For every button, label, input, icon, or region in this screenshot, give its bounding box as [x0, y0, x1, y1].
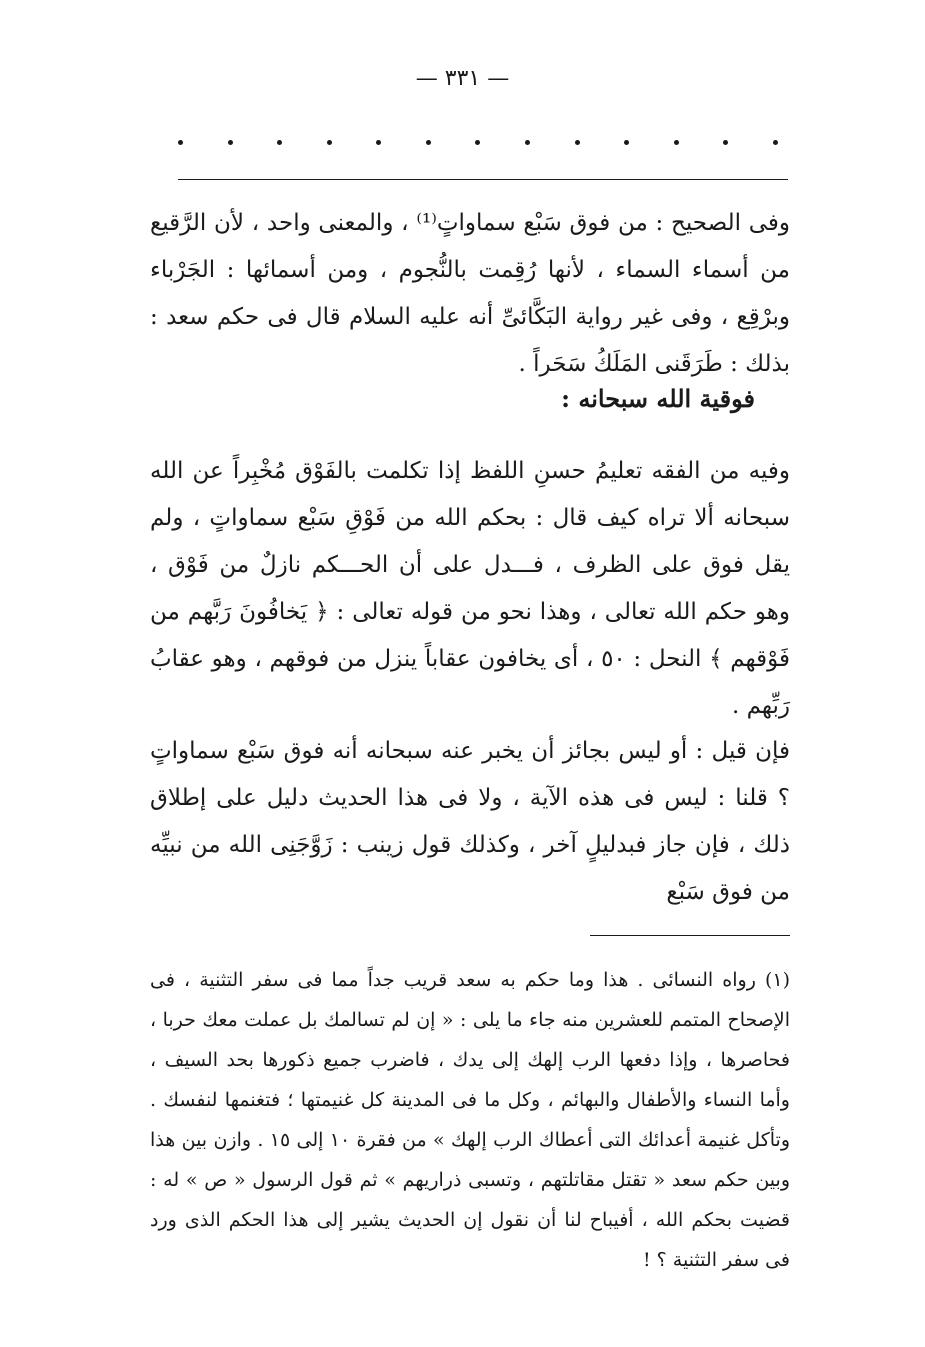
ornament-dot	[228, 140, 233, 145]
ornament-dot	[426, 140, 431, 145]
ornament-dot	[674, 140, 679, 145]
ornament-dot	[624, 140, 629, 145]
ornament-dot	[327, 140, 332, 145]
footnote: (١) رواه النسائى . هذا وما حكم به سعد قريب جداً مما فى سفر التثنية ، فى الإصحاح المتمم للعشرين منه جاء ما يلى : « إن لم تسالمك بل عملت معك حربا ، فحاصرها ، وإذا دفعها الرب إلهك إلى يدك ، فاضرب جميع ذكورها بحد السيف ، وأما النساء والأطفال والبهائم ، وكل ما فى المدينة كل غنيمتها ؛ فتغنمها لنفسك . وتأكل غنيمة أعدائك التى أعطاك الرب إلهك » من فقرة ١٠ إلى ١٥ . وازن بين هذا وبين حكم سعد « تقتل مقاتلتهم ، وتسبى ذراريهم » ثم قول الرسول « ص » له : قضيت بحكم الله ، أفيباح لنا أن نقول إن الحديث يشير إلى هذا الحكم الذى ورد فى سفر التثنية ؟ !	[150, 969, 790, 1271]
paragraph-1: وفى الصحيح : من فوق سَبْع سماواتٍ⁽¹⁾ ، والمعنى واحد ، لأن الرَّقيع من أسماء السماء ، لأنها رُقِمت بالنُّجوم ، ومن أسمائها : الجَرْباء وبرْقِع ، وفى غير رواية البَكَّائىِّ أنه عليه السلام قال فى حكم سعد : بذلك : طَرَقَنى المَلَكُ سَحَراً .	[150, 210, 790, 377]
paragraph-2: وفيه من الفقه تعليمُ حسنِ اللفظ إذا تكلمت بالفَوْق مُخْبِراً عن الله سبحانه ألا تراه كيف قال : بحكم الله من فَوْقِ سَبْع سماواتٍ ، ولم يقل فوق على الظرف ، فـــدل على أن الحـــكم نازلٌ من فَوْق ، وهو حكم الله تعالى ، وهذا نحو من قوله تعالى : ﴿ يَخافُونَ رَبَّهم من فَوْقهم ﴾ النحل : ٥٠ ، أى يخافون عقاباً ينزل من فوقهم ، وهو عقابُ رَبِّهم .	[150, 458, 791, 719]
ornament-dot	[376, 140, 381, 145]
ornament-dot	[475, 140, 480, 145]
ornament-dot	[723, 140, 728, 145]
ornament-dot	[773, 140, 778, 145]
page-number: — ٣٣١ —	[415, 66, 510, 91]
section-heading: فوقية الله سبحانه :	[561, 384, 755, 413]
paragraph-3: فإن قيل : أو ليس بجائز أن يخبر عنه سبحانه أنه فوق سَبْع سماواتٍ ؟ قلنا : ليس فى هذه الآية ، ولا فى هذا الحديث دليل على إطلاق ذلك ، فإن جاز فبدليلٍ آخر ، وكذلك قول زينب : زَوَّجَنِى الله من نبيِّه من فوق سَبْع	[150, 738, 790, 905]
ornamental-dots-divider	[178, 140, 778, 145]
ornament-dot	[277, 140, 282, 145]
ornament-dot	[178, 140, 183, 145]
ornament-dot	[575, 140, 580, 145]
header-rule	[178, 179, 788, 180]
footnote-rule	[590, 935, 790, 936]
ornament-dot	[525, 140, 530, 145]
